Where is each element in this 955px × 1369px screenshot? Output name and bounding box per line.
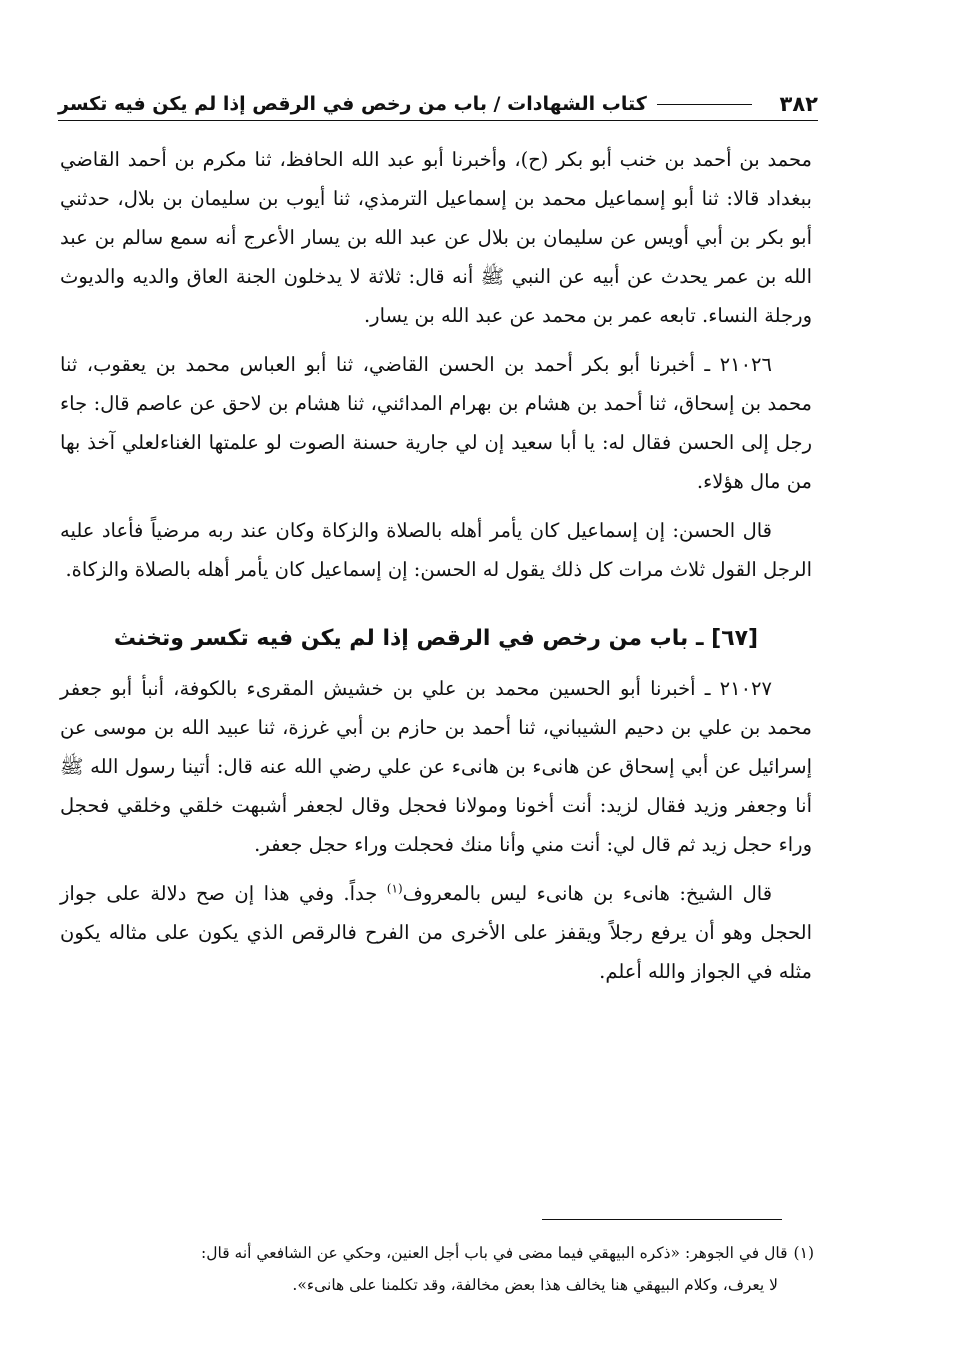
paragraph-shaykh: [60, 874, 812, 991]
page-number: ٣٨٢: [779, 92, 818, 116]
hadith-21027: ٢١٠٢٧ ـ أخبرنا أبو الحسين محمد بن علي بن خشيش المقرىء بالكوفة، أنبأ أبو جعفر محمد بن علي بن دحيم الشيباني، ثنا أحمد بن حازم بن أبي غرزة، ثنا عبيد الله بن موسى عن إسرائيل عن أبي إسحاق عن هانىء بن هانىء عن علي رضي الله عنه قال: أتينا رسول الله ﷺ أنا وجعفر وزيد فقال لزيد: أنت أخونا ومولانا فحجل وقال لجعفر أشبهت خلقي وخلقي فحجل وراء حجل زيد ثم قال لي: أنت مني وأنا منك فحجلت وراء حجل جعفر.: [60, 677, 812, 856]
header-rule: [657, 104, 752, 105]
running-title: كتاب الشهادات / باب من رخص في الرقص إذا لم يكن فيه تكسر: [58, 93, 647, 115]
paragraph-hasan: قال الحسن: إن إسماعيل كان يأمر أهله بالصلاة والزكاة وكان عند ربه مرضياً فأعاد عليه الرجل القول ثلاث مرات كل ذلك يقول له الحسن: إن إسماعيل كان يأمر أهله بالصلاة والزكاة.: [60, 519, 812, 581]
footnote-line-2: لا يعرف، وكلام البيهقي هنا يخالف هذا بعض مخالفة، وقد تكلمنا على هانىء».: [292, 1276, 778, 1294]
footnote-text-1: قال في الجوهر: «ذكره البيهقي فيما مضى في باب أجل العنين، وحكي عن الشافعي أنه قال:: [200, 1244, 788, 1262]
footnote: [58, 1237, 814, 1301]
footnote-number: (١): [793, 1244, 814, 1262]
paragraph-shaykh-part1: قال الشيخ: هانىء بن هانىء ليس بالمعروف: [402, 882, 773, 905]
main-text: [60, 140, 812, 1001]
footnote-reference: (١): [386, 881, 403, 896]
paragraph-shaykh-part2: جداً. وفي هذا إن صح دلالة على جواز الحجل وهو أن يرفع رجلاً ويقفز على الأخرى من الفرح فالرقص الذي يكون على مثاله يكون مثله في الجواز والله أعلم.: [60, 882, 812, 983]
footnote-separator: [542, 1219, 782, 1220]
paragraph-continuation: محمد بن أحمد بن خنب أبو بكر (ح)، وأخبرنا أبو عبد الله الحافظ، ثنا مكرم بن أحمد القاضي ببغداد قالا: ثنا أبو إسماعيل محمد بن إسماعيل الترمذي، ثنا أيوب بن سليمان بن بلال، حدثني أبو بكر بن أبي أويس عن سليمان بن بلال عن عبد الله بن يسار الأعرج أنه سمع سالم بن عبد الله بن عمر يحدث عن أبيه عن النبي ﷺ أنه قال: ثلاثة لا يدخلون الجنة العاق والديه والديوث ورجلة النساء. تابعه عمر بن محمد عن عبد الله بن يسار.: [60, 148, 812, 327]
page-header: [58, 88, 818, 121]
hadith-21026: ٢١٠٢٦ ـ أخبرنا أبو بكر أحمد بن الحسن القاضي، ثنا أبو العباس محمد بن يعقوب، ثنا محمد بن إسحاق، ثنا أحمد بن هشام بن بهرام المدائني، ثنا هشام بن لاحق عن عاصم قال: جاء رجل إلى الحسن فقال له: يا أبا سعيد إن لي جارية حسنة الصوت لو علمتها الغناءلعلي آخذ بها من مال هؤلاء.: [60, 353, 812, 493]
footnote-line-1: [58, 1237, 814, 1269]
section-heading: [٦٧] ـ باب من رخص في الرقص إذا لم يكن فيه تكسر وتخنث: [113, 626, 759, 651]
